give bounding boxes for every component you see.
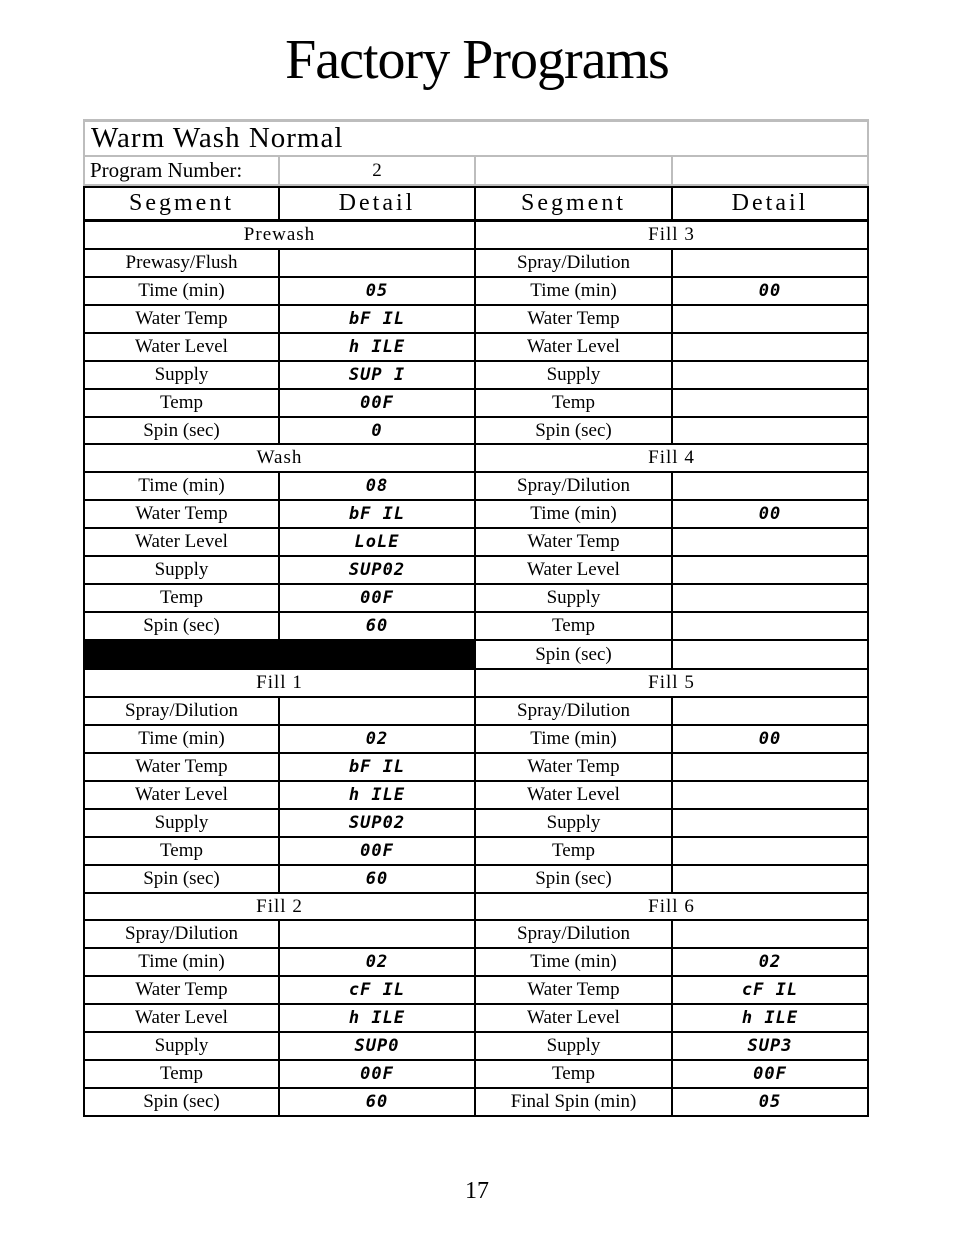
segment-cell: Spin (sec) bbox=[83, 866, 280, 894]
segment-cell: Water Temp bbox=[476, 529, 673, 557]
detail-cell: 60 bbox=[280, 613, 476, 641]
detail-cell: 05 bbox=[280, 278, 476, 306]
detail-cell bbox=[673, 390, 869, 418]
segment-cell: Water Level bbox=[83, 782, 280, 810]
detail-cell bbox=[673, 250, 869, 278]
detail-cell: 60 bbox=[280, 866, 476, 894]
section-title: Fill 2 bbox=[83, 894, 476, 921]
detail-cell: 02 bbox=[280, 949, 476, 977]
table-row bbox=[83, 501, 869, 529]
segment-cell: Temp bbox=[476, 390, 673, 418]
segment-cell: Spin (sec) bbox=[83, 418, 280, 445]
program-number-value: 2 bbox=[280, 157, 476, 186]
detail-cell: 00F bbox=[280, 390, 476, 418]
segment-cell: Water Level bbox=[476, 334, 673, 362]
table-row bbox=[83, 782, 869, 810]
segment-cell: Temp bbox=[83, 585, 280, 613]
segment-cell: Spin (sec) bbox=[476, 866, 673, 894]
segment-cell: Supply bbox=[83, 1033, 280, 1061]
segment-cell: Time (min) bbox=[476, 278, 673, 306]
blank-separator bbox=[83, 641, 476, 670]
table-row bbox=[83, 894, 869, 921]
detail-cell: 02 bbox=[673, 949, 869, 977]
detail-cell bbox=[280, 921, 476, 949]
table-row bbox=[83, 1089, 869, 1117]
segment-cell: Water Level bbox=[83, 334, 280, 362]
section-title: Prewash bbox=[83, 222, 476, 250]
segment-cell: Time (min) bbox=[476, 726, 673, 754]
segment-cell: Supply bbox=[476, 585, 673, 613]
program-name: Warm Wash Normal bbox=[83, 119, 869, 157]
detail-cell bbox=[673, 754, 869, 782]
segment-cell: Water Level bbox=[476, 782, 673, 810]
detail-cell: 08 bbox=[280, 473, 476, 501]
detail-cell: SUP I bbox=[280, 362, 476, 390]
table-row bbox=[83, 838, 869, 866]
segment-cell: Spray/Dilution bbox=[476, 921, 673, 949]
detail-cell bbox=[280, 250, 476, 278]
detail-cell bbox=[673, 613, 869, 641]
detail-cell bbox=[673, 782, 869, 810]
table-row bbox=[83, 278, 869, 306]
table-row bbox=[83, 754, 869, 782]
segment-cell: Water Temp bbox=[83, 306, 280, 334]
segment-cell: Supply bbox=[83, 557, 280, 585]
segment-cell: Time (min) bbox=[83, 949, 280, 977]
segment-cell: Water Level bbox=[83, 1005, 280, 1033]
detail-cell bbox=[673, 418, 869, 445]
page-title: Factory Programs bbox=[285, 29, 669, 91]
detail-cell: bF IL bbox=[280, 306, 476, 334]
segment-cell: Spray/Dilution bbox=[476, 473, 673, 501]
table-row bbox=[83, 390, 869, 418]
segment-cell: Time (min) bbox=[83, 278, 280, 306]
section-title: Fill 1 bbox=[83, 670, 476, 698]
segment-header: Segment bbox=[476, 186, 673, 222]
table-row bbox=[83, 977, 869, 1005]
table-row bbox=[83, 445, 869, 473]
blank-cell bbox=[673, 157, 869, 186]
table-row bbox=[83, 949, 869, 977]
detail-cell bbox=[673, 810, 869, 838]
detail-cell: 00 bbox=[673, 501, 869, 529]
table-row bbox=[83, 529, 869, 557]
segment-cell: Time (min) bbox=[476, 949, 673, 977]
detail-cell: 00F bbox=[280, 585, 476, 613]
table-row bbox=[83, 1061, 869, 1089]
detail-cell: bF IL bbox=[280, 754, 476, 782]
segment-cell: Prewasy/Flush bbox=[83, 250, 280, 278]
detail-cell: bF IL bbox=[280, 501, 476, 529]
segment-header: Segment bbox=[83, 186, 280, 222]
detail-cell: SUP3 bbox=[673, 1033, 869, 1061]
detail-cell: 00F bbox=[280, 1061, 476, 1089]
segment-cell: Spin (sec) bbox=[476, 418, 673, 445]
table-row bbox=[83, 613, 869, 641]
table-row bbox=[83, 473, 869, 501]
program-table bbox=[83, 119, 869, 1117]
detail-cell: h ILE bbox=[673, 1005, 869, 1033]
detail-cell bbox=[673, 473, 869, 501]
segment-cell: Water Level bbox=[476, 1005, 673, 1033]
segment-cell: Spray/Dilution bbox=[83, 698, 280, 726]
blank-cell bbox=[476, 157, 673, 186]
detail-cell: h ILE bbox=[280, 782, 476, 810]
table-row bbox=[83, 1005, 869, 1033]
segment-cell: Water Temp bbox=[476, 754, 673, 782]
detail-cell bbox=[280, 698, 476, 726]
segment-cell: Water Level bbox=[476, 557, 673, 585]
detail-cell: SUP02 bbox=[280, 557, 476, 585]
segment-cell: Temp bbox=[83, 1061, 280, 1089]
detail-header: Detail bbox=[280, 186, 476, 222]
detail-cell: 00F bbox=[673, 1061, 869, 1089]
table-row bbox=[83, 726, 869, 754]
segment-cell: Temp bbox=[83, 838, 280, 866]
segment-cell: Temp bbox=[476, 1061, 673, 1089]
segment-cell: Supply bbox=[83, 362, 280, 390]
segment-cell: Spray/Dilution bbox=[476, 250, 673, 278]
program-number-label: Program Number: bbox=[83, 157, 280, 186]
segment-cell: Spray/Dilution bbox=[83, 921, 280, 949]
detail-cell bbox=[673, 641, 869, 670]
detail-cell bbox=[673, 698, 869, 726]
segment-cell: Time (min) bbox=[83, 726, 280, 754]
section-title: Fill 3 bbox=[476, 222, 869, 250]
detail-header: Detail bbox=[673, 186, 869, 222]
segment-cell: Spin (sec) bbox=[83, 1089, 280, 1117]
detail-cell: h ILE bbox=[280, 334, 476, 362]
detail-cell: 60 bbox=[280, 1089, 476, 1117]
table-row bbox=[83, 306, 869, 334]
table-row bbox=[83, 557, 869, 585]
table-row bbox=[83, 670, 869, 698]
detail-cell: LoLE bbox=[280, 529, 476, 557]
table-row bbox=[83, 585, 869, 613]
detail-cell: SUP02 bbox=[280, 810, 476, 838]
segment-cell: Temp bbox=[83, 390, 280, 418]
table-row bbox=[83, 250, 869, 278]
detail-cell: cF IL bbox=[280, 977, 476, 1005]
segment-cell: Final Spin (min) bbox=[476, 1089, 673, 1117]
detail-cell: 0 bbox=[280, 418, 476, 445]
segment-cell: Supply bbox=[476, 810, 673, 838]
segment-cell: Water Temp bbox=[83, 501, 280, 529]
section-title: Fill 6 bbox=[476, 894, 869, 921]
detail-cell bbox=[673, 306, 869, 334]
segment-cell: Temp bbox=[476, 838, 673, 866]
segment-cell: Spray/Dilution bbox=[476, 698, 673, 726]
segment-cell: Water Temp bbox=[476, 977, 673, 1005]
table-row bbox=[83, 698, 869, 726]
detail-cell bbox=[673, 585, 869, 613]
section-title: Fill 4 bbox=[476, 445, 869, 473]
segment-cell: Time (min) bbox=[476, 501, 673, 529]
segment-cell: Temp bbox=[476, 613, 673, 641]
segment-cell: Supply bbox=[476, 1033, 673, 1061]
detail-cell bbox=[673, 557, 869, 585]
detail-cell bbox=[673, 921, 869, 949]
detail-cell bbox=[673, 529, 869, 557]
table-row bbox=[83, 362, 869, 390]
segment-cell: Supply bbox=[83, 810, 280, 838]
segment-cell: Time (min) bbox=[83, 473, 280, 501]
segment-cell: Water Temp bbox=[83, 754, 280, 782]
detail-cell bbox=[673, 838, 869, 866]
detail-cell bbox=[673, 334, 869, 362]
detail-cell: 05 bbox=[673, 1089, 869, 1117]
segment-cell: Water Temp bbox=[83, 977, 280, 1005]
detail-cell: 00 bbox=[673, 278, 869, 306]
page-number: 17 bbox=[465, 1178, 489, 1204]
detail-cell: 02 bbox=[280, 726, 476, 754]
table-row bbox=[83, 418, 869, 445]
table-row bbox=[83, 334, 869, 362]
segment-cell: Spin (sec) bbox=[476, 641, 673, 670]
detail-cell bbox=[673, 362, 869, 390]
table-row bbox=[83, 866, 869, 894]
detail-cell: cF IL bbox=[673, 977, 869, 1005]
segment-cell: Water Temp bbox=[476, 306, 673, 334]
segment-cell: Supply bbox=[476, 362, 673, 390]
table-row bbox=[83, 641, 869, 670]
table-row bbox=[83, 222, 869, 250]
segment-cell: Water Level bbox=[83, 529, 280, 557]
section-title: Fill 5 bbox=[476, 670, 869, 698]
detail-cell: 00 bbox=[673, 726, 869, 754]
detail-cell: h ILE bbox=[280, 1005, 476, 1033]
detail-cell: 00F bbox=[280, 838, 476, 866]
detail-cell: SUP0 bbox=[280, 1033, 476, 1061]
table-row bbox=[83, 810, 869, 838]
segment-cell: Spin (sec) bbox=[83, 613, 280, 641]
detail-cell bbox=[673, 866, 869, 894]
table-row bbox=[83, 921, 869, 949]
table-row bbox=[83, 1033, 869, 1061]
section-title: Wash bbox=[83, 445, 476, 473]
